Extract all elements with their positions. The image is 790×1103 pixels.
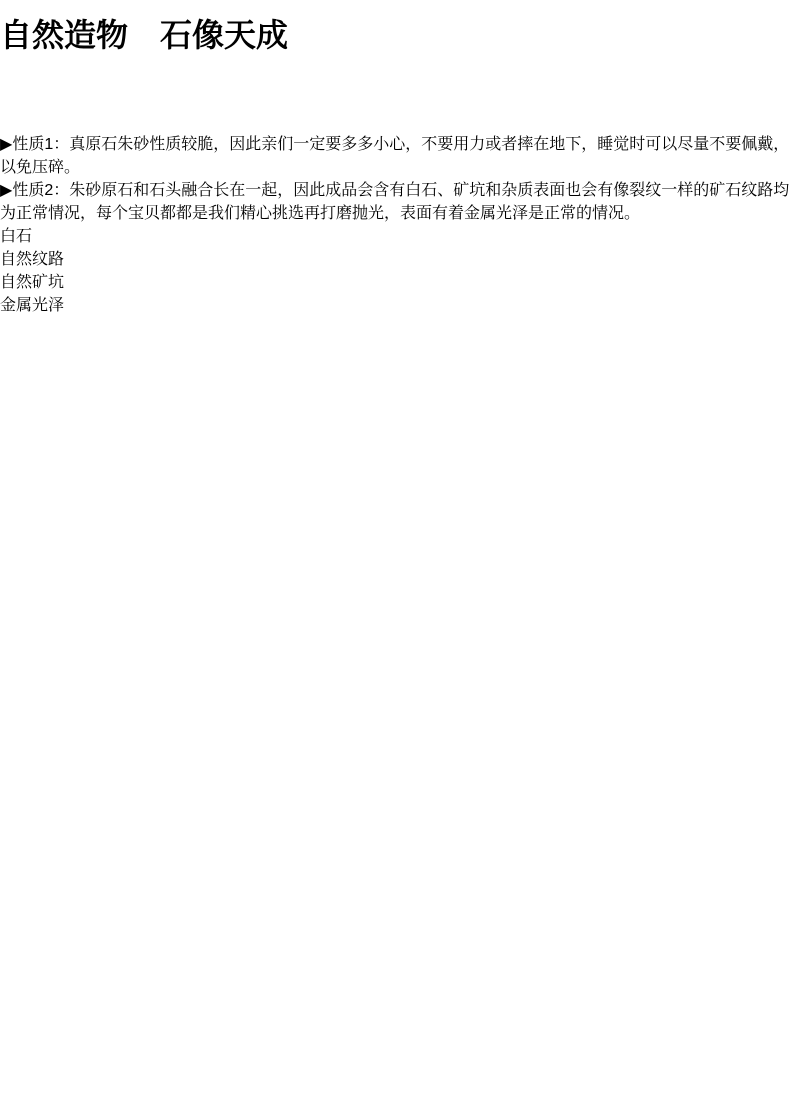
photo-label-natural-pits: 自然矿坑 [0, 274, 65, 291]
triangle-bullet-icon: ▶ [0, 182, 13, 199]
photo-natural-veins [0, 246, 790, 269]
property-1 [0, 131, 790, 177]
photo-label-white-stone: 白石 [0, 228, 33, 245]
photo-gallery [0, 223, 790, 315]
top-white-strip [0, 0, 790, 10]
triangle-bullet-icon: ▶ [0, 136, 13, 153]
content-area [0, 131, 790, 315]
property-2-label: 性质2： [12, 182, 70, 199]
photo-natural-pits [0, 269, 790, 292]
property-1-label: 性质1： [12, 136, 70, 153]
photo-white-stone [0, 223, 790, 246]
photo-label-metallic-luster: 金属光泽 [0, 297, 65, 314]
title-banner [0, 10, 790, 131]
photo-metallic-luster [0, 292, 790, 315]
property-2 [0, 177, 790, 223]
page-title: 自然造物 石像天成 [0, 17, 289, 53]
photo-label-natural-veins: 自然纹路 [0, 251, 65, 268]
property-2-text: 朱砂原石和石头融合长在一起，因此成品会含有白石、矿坑和杂质表面也会有像裂纹一样的矿石纹路均为正常情况，每个宝贝都都是我们精心挑选再打磨抛光，表面有着金属光泽是正常的情况。 [0, 182, 790, 222]
property-1-text: 真原石朱砂性质较脆，因此亲们一定要多多小心，不要用力或者摔在地下，睡觉时可以尽量不要佩戴，以免压碎。 [0, 136, 790, 176]
